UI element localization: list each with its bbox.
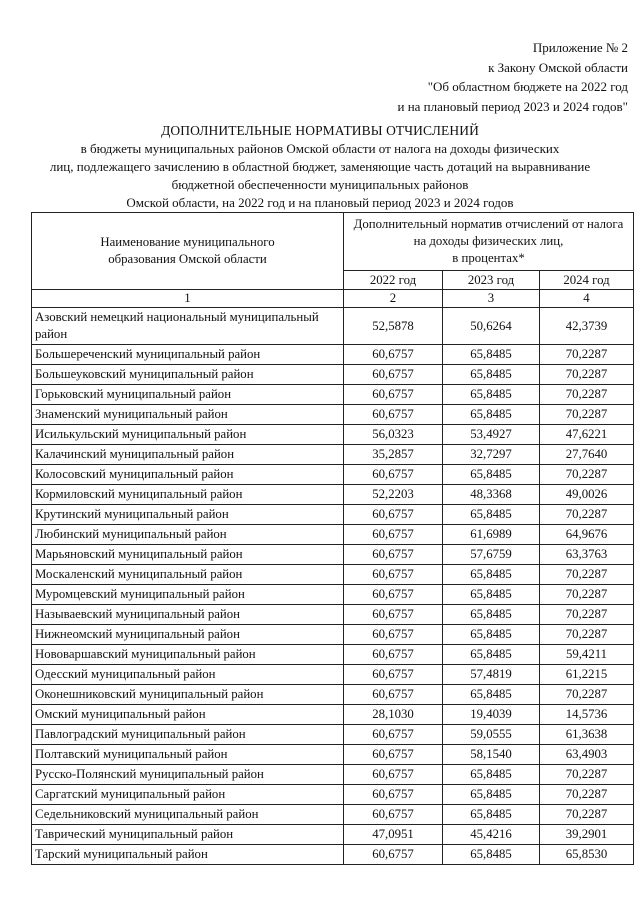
table-row [32,345,634,365]
value-2023: 53,4927 [443,425,540,445]
table-row [32,725,634,745]
municipality-name: Нижнеомский муниципальный район [32,625,344,645]
value-2022: 47,0951 [344,825,443,845]
column-number: 2 [344,290,443,308]
value-2022: 60,6757 [344,725,443,745]
appendix-reference [397,38,628,116]
header-text: в процентах* [452,251,525,265]
value-2024: 70,2287 [540,505,634,525]
table-row [32,308,634,345]
value-2022: 60,6757 [344,665,443,685]
header-year-2023: 2023 год [443,271,540,290]
municipality-name: Полтавский муниципальный район [32,745,344,765]
value-2024: 70,2287 [540,585,634,605]
table-row [32,365,634,385]
value-2024: 42,3739 [540,308,634,345]
value-2024: 65,8530 [540,845,634,865]
value-2023: 65,8485 [443,765,540,785]
table-row [32,405,634,425]
value-2024: 61,3638 [540,725,634,745]
value-2024: 70,2287 [540,685,634,705]
value-2023: 19,4039 [443,705,540,725]
value-2022: 60,6757 [344,465,443,485]
value-2024: 70,2287 [540,465,634,485]
header-text: на доходы физических лиц, [413,234,564,248]
table-row [32,805,634,825]
value-2022: 52,5878 [344,308,443,345]
value-2024: 47,6221 [540,425,634,445]
value-2024: 27,7640 [540,445,634,465]
value-2024: 63,4903 [540,745,634,765]
table-row [32,665,634,685]
table-row [32,605,634,625]
value-2022: 60,6757 [344,685,443,705]
municipality-name: Называевский муниципальный район [32,605,344,625]
table-row [32,505,634,525]
value-2023: 65,8485 [443,845,540,865]
value-2022: 60,6757 [344,365,443,385]
value-2022: 60,6757 [344,645,443,665]
value-2024: 70,2287 [540,565,634,585]
municipality-name: Любинский муниципальный район [32,525,344,545]
value-2023: 57,6759 [443,545,540,565]
table-row [32,445,634,465]
value-2022: 60,6757 [344,505,443,525]
value-2023: 65,8485 [443,605,540,625]
value-2024: 70,2287 [540,805,634,825]
municipality-name: Москаленский муниципальный район [32,565,344,585]
municipality-name: Таврический муниципальный район [32,825,344,845]
value-2024: 59,4211 [540,645,634,665]
header-text: Дополнительный норматив отчислений от налога [353,217,624,231]
table-row [32,425,634,445]
value-2023: 65,8485 [443,625,540,645]
value-2022: 60,6757 [344,765,443,785]
table-row [32,765,634,785]
table-row [32,825,634,845]
value-2024: 70,2287 [540,765,634,785]
table-row [32,465,634,485]
value-2023: 65,8485 [443,685,540,705]
value-2024: 70,2287 [540,405,634,425]
value-2024: 39,2901 [540,825,634,845]
municipality-name: Большеуковский муниципальный район [32,365,344,385]
municipality-name: Горьковский муниципальный район [32,385,344,405]
value-2022: 60,6757 [344,405,443,425]
value-2022: 60,6757 [344,745,443,765]
table-row [32,385,634,405]
value-2023: 65,8485 [443,785,540,805]
value-2024: 70,2287 [540,345,634,365]
header-text: Наименование муниципального [100,235,275,249]
column-number: 4 [540,290,634,308]
municipality-name: Калачинский муниципальный район [32,445,344,465]
municipality-name: Знаменский муниципальный район [32,405,344,425]
value-2023: 65,8485 [443,405,540,425]
title-line: лиц, подлежащего зачислению в областной бюджет, заменяющие часть дотаций на выравнивание [49,159,591,174]
value-2022: 28,1030 [344,705,443,725]
title-line: Омской области, на 2022 год и на плановый период 2023 и 2024 годов [126,195,514,210]
value-2024: 70,2287 [540,785,634,805]
header-normative [344,213,634,271]
municipality-name: Муромцевский муниципальный район [32,585,344,605]
municipality-name: Павлоградский муниципальный район [32,725,344,745]
municipality-name: Русско-Полянский муниципальный район [32,765,344,785]
table-row [32,745,634,765]
value-2022: 60,6757 [344,785,443,805]
value-2023: 65,8485 [443,465,540,485]
value-2022: 60,6757 [344,625,443,645]
table-row [32,545,634,565]
table-row [32,685,634,705]
municipality-name: Кормиловский муниципальный район [32,485,344,505]
value-2024: 70,2287 [540,385,634,405]
title-line: бюджетной обеспеченности муниципальных районов [171,177,469,192]
value-2023: 65,8485 [443,345,540,365]
table-row [32,485,634,505]
table-row [32,785,634,805]
table-row [32,645,634,665]
value-2024: 64,9676 [540,525,634,545]
value-2024: 49,0026 [540,485,634,505]
value-2023: 65,8485 [443,385,540,405]
value-2022: 35,2857 [344,445,443,465]
header-year-2022: 2022 год [344,271,443,290]
value-2022: 60,6757 [344,545,443,565]
value-2023: 58,1540 [443,745,540,765]
appendix-line: к Закону Омской области [488,59,628,75]
value-2022: 60,6757 [344,565,443,585]
municipality-name: Колосовский муниципальный район [32,465,344,485]
value-2022: 60,6757 [344,385,443,405]
value-2022: 60,6757 [344,605,443,625]
title-heading: ДОПОЛНИТЕЛЬНЫЕ НОРМАТИВЫ ОТЧИСЛЕНИЙ [161,123,479,138]
value-2022: 52,2203 [344,485,443,505]
value-2024: 14,5736 [540,705,634,725]
table-row [32,625,634,645]
value-2022: 60,6757 [344,805,443,825]
header-year-2024: 2024 год [540,271,634,290]
value-2023: 45,4216 [443,825,540,845]
municipality-name: Нововаршавский муниципальный район [32,645,344,665]
value-2023: 65,8485 [443,565,540,585]
value-2023: 59,0555 [443,725,540,745]
header-text: образования Омской области [108,252,267,266]
value-2023: 32,7297 [443,445,540,465]
municipality-name: Оконешниковский муниципальный район [32,685,344,705]
value-2023: 50,6264 [443,308,540,345]
municipality-name: Одесский муниципальный район [32,665,344,685]
value-2024: 61,2215 [540,665,634,685]
title-line: в бюджеты муниципальных районов Омской области от налога на доходы физических [80,141,560,156]
value-2024: 70,2287 [540,365,634,385]
municipality-name: Крутинский муниципальный район [32,505,344,525]
appendix-line: "Об областном бюджете на 2022 год [427,79,628,94]
table-row [32,845,634,865]
value-2022: 60,6757 [344,525,443,545]
normatives-table [31,212,634,865]
municipality-name: Саргатский муниципальный район [32,785,344,805]
appendix-line: Приложение № 2 [532,40,628,55]
value-2022: 60,6757 [344,845,443,865]
document-title [0,122,640,212]
table-row [32,525,634,545]
value-2023: 65,8485 [443,805,540,825]
table-row [32,585,634,605]
table-row [32,705,634,725]
value-2023: 57,4819 [443,665,540,685]
value-2023: 65,8485 [443,505,540,525]
appendix-line: и на плановый период 2023 и 2024 годов" [397,98,628,114]
value-2022: 60,6757 [344,585,443,605]
value-2023: 65,8485 [443,645,540,665]
municipality-name: Седельниковский муниципальный район [32,805,344,825]
header-municipality [32,213,344,290]
table-row [32,565,634,585]
value-2023: 48,3368 [443,485,540,505]
value-2023: 65,8485 [443,365,540,385]
value-2023: 65,8485 [443,585,540,605]
municipality-name: Большереченский муниципальный район [32,345,344,365]
column-number: 3 [443,290,540,308]
municipality-name: Азовский немецкий национальный муниципальный район [32,308,344,345]
column-number: 1 [32,290,344,308]
municipality-name: Тарский муниципальный район [32,845,344,865]
value-2022: 60,6757 [344,345,443,365]
value-2023: 61,6989 [443,525,540,545]
value-2022: 56,0323 [344,425,443,445]
municipality-name: Марьяновский муниципальный район [32,545,344,565]
municipality-name: Исилькульский муниципальный район [32,425,344,445]
municipality-name: Омский муниципальный район [32,705,344,725]
value-2024: 63,3763 [540,545,634,565]
value-2024: 70,2287 [540,605,634,625]
value-2024: 70,2287 [540,625,634,645]
